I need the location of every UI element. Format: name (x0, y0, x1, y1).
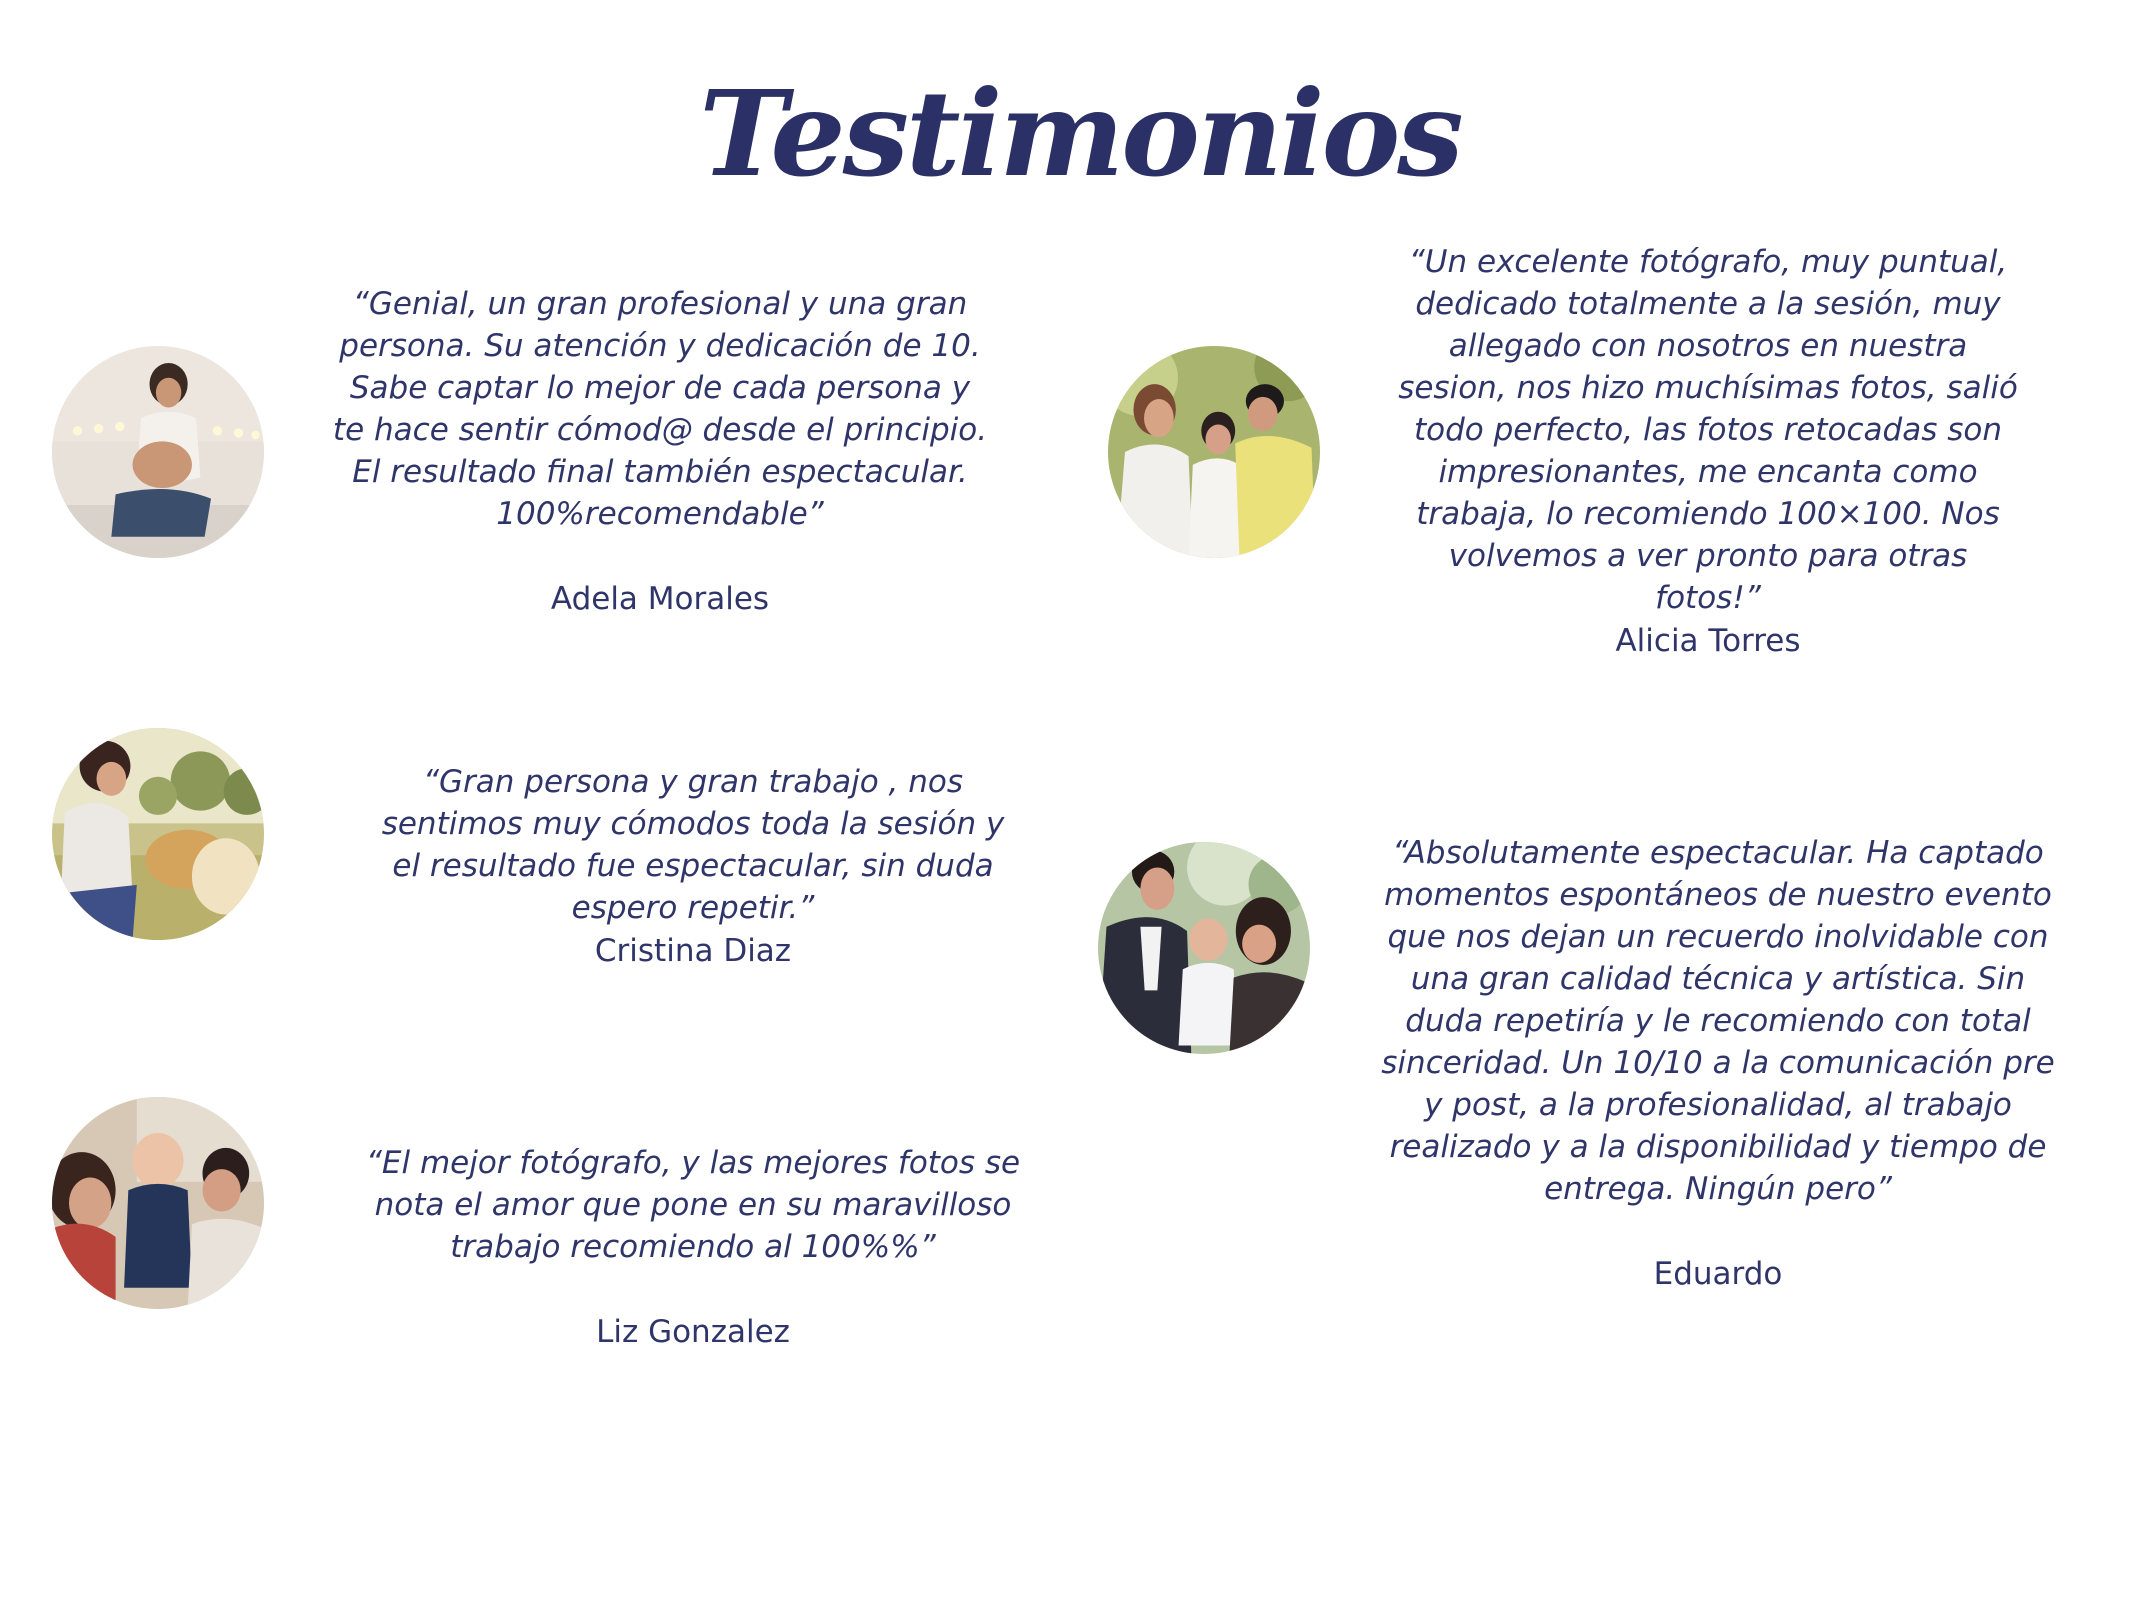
testimonial-author-cristina: Cristina Diaz (594, 933, 792, 969)
testimonial-quote-adela: “Genial, un gran profesional y una gran persona. Su atención y dedicación de 10. Sabe captar lo mejor de cada persona y te hace sentir cómod@ desde el principio. El resultado final también espectacular. 100%recomendable” (332, 286, 988, 532)
testimonial-photo-alicia (1108, 346, 1320, 558)
laughing-baby-photo (52, 1097, 264, 1309)
testimonial-photo-liz (52, 1097, 264, 1309)
family-portrait-photo (1108, 346, 1320, 558)
testimonial-author-adela: Adela Morales (550, 581, 770, 617)
testimonial-author-liz: Liz Gonzalez (596, 1314, 790, 1350)
testimonial-author-alicia: Alicia Torres (1615, 623, 1801, 659)
testimonial-photo-adela (52, 346, 264, 558)
testimonial-quote-cristina: “Gran persona y gran trabajo , nos sentimos muy cómodos toda la sesión y el resultado fue espectacular, sin duda espero repetir.” (381, 764, 1005, 926)
testimonial-author-eduardo: Eduardo (1653, 1256, 1783, 1292)
testimonial-quote-liz: “El mejor fotógrafo, y las mejores fotos se nota el amor que pone en su maravilloso trabajo recomiendo al 100%%” (365, 1145, 1021, 1265)
testimonial-photo-cristina (52, 728, 264, 940)
pregnant-woman-photo (52, 346, 264, 558)
page-title: Testimonios (699, 64, 1461, 203)
parents-with-baby-photo (1098, 842, 1310, 1054)
testimonial-quote-alicia: “Un excelente fotógrafo, muy puntual, dedicado totalmente a la sesión, muy allegado con nosotros en nuestra sesion, nos hizo muchísimas fotos, salió todo perfecto, las fotos retocadas son impresionantes, me encanta como trabaja, lo recomiendo 100×100. Nos volvemos a ver pronto para otras fotos!” (1398, 244, 2018, 616)
testimonial-photo-eduardo (1098, 842, 1310, 1054)
woman-with-dog-photo (52, 728, 264, 940)
testimonial-quote-eduardo: “Absolutamente espectacular. Ha captado momentos espontáneos de nuestro evento que nos dejan un recuerdo inolvidable con una gran calidad técnica y artística. Sin duda repetiría y le recomiendo con total sinceridad. Un 10/10 a la comunicación pre y post, a la profesionalidad, al trabajo realizado y a la disponibilidad y tiempo de entrega. Ningún pero” (1381, 835, 2055, 1207)
